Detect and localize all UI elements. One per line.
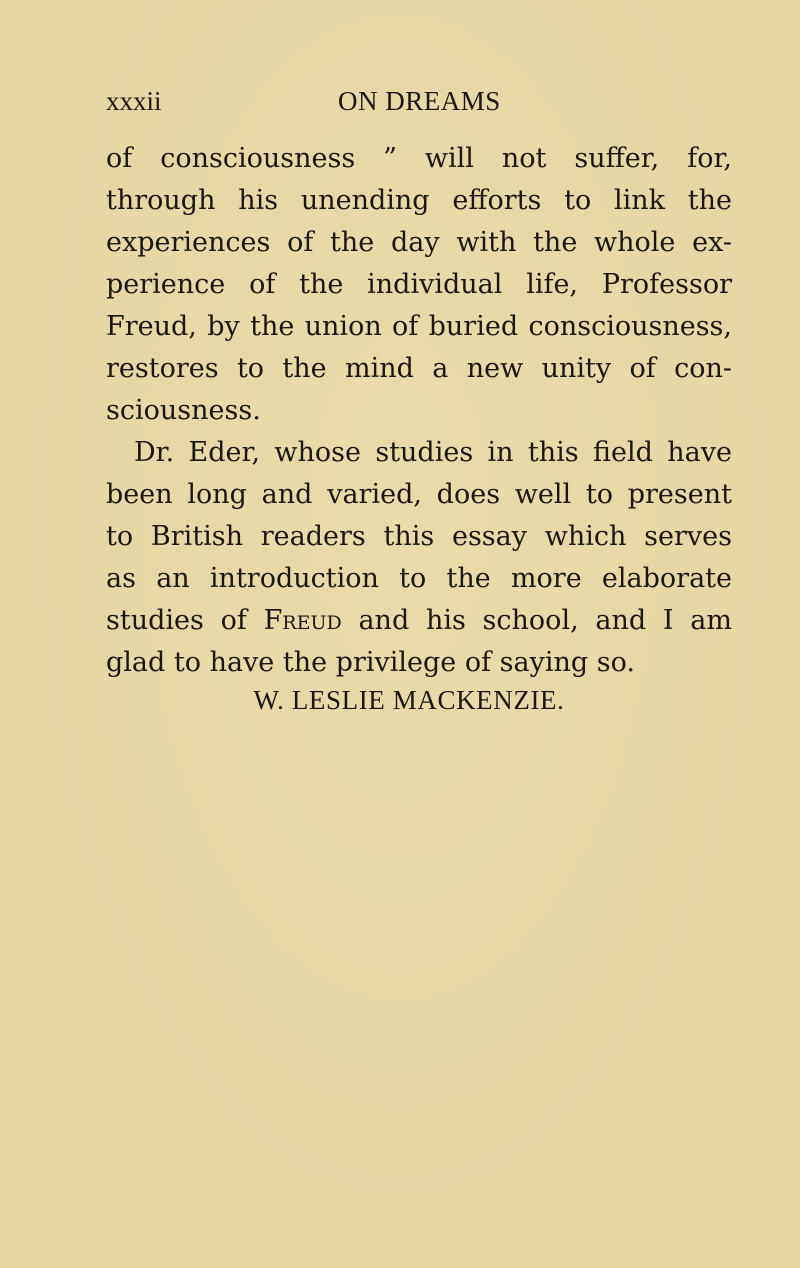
- text-line: through his unending efforts to link the: [106, 185, 732, 216]
- text-line: perience of the individual life, Professor: [106, 269, 732, 300]
- text-line: to British readers this essay which serves: [106, 521, 732, 552]
- text-line: [106, 602, 732, 640]
- text-span: and his school, and I am: [358, 605, 732, 636]
- text-line: restores to the mind a new unity of con-: [106, 353, 732, 384]
- text-line: been long and varied, does well to present: [106, 479, 732, 510]
- running-head: [106, 83, 666, 119]
- text-span: studies of: [106, 605, 247, 636]
- text-line: sciousness.: [106, 395, 261, 426]
- text-line: glad to have the privilege of saying so.: [106, 647, 635, 678]
- text-line: as an introduction to the more elaborate: [106, 563, 732, 594]
- running-title: ON DREAMS: [338, 86, 501, 116]
- text-line: experiences of the day with the whole ex-: [106, 227, 732, 258]
- page-number: xxxii: [106, 86, 162, 116]
- text-line: Freud, by the union of buried consciousness,: [106, 311, 732, 342]
- author-name-smallcaps: Freud: [263, 605, 342, 636]
- text-line: Dr. Eder, whose studies in this field have: [134, 437, 732, 468]
- signature: W. LESLIE MACKENZIE.: [253, 685, 565, 715]
- text-line: of consciousness ” will not suffer, for,: [106, 143, 732, 174]
